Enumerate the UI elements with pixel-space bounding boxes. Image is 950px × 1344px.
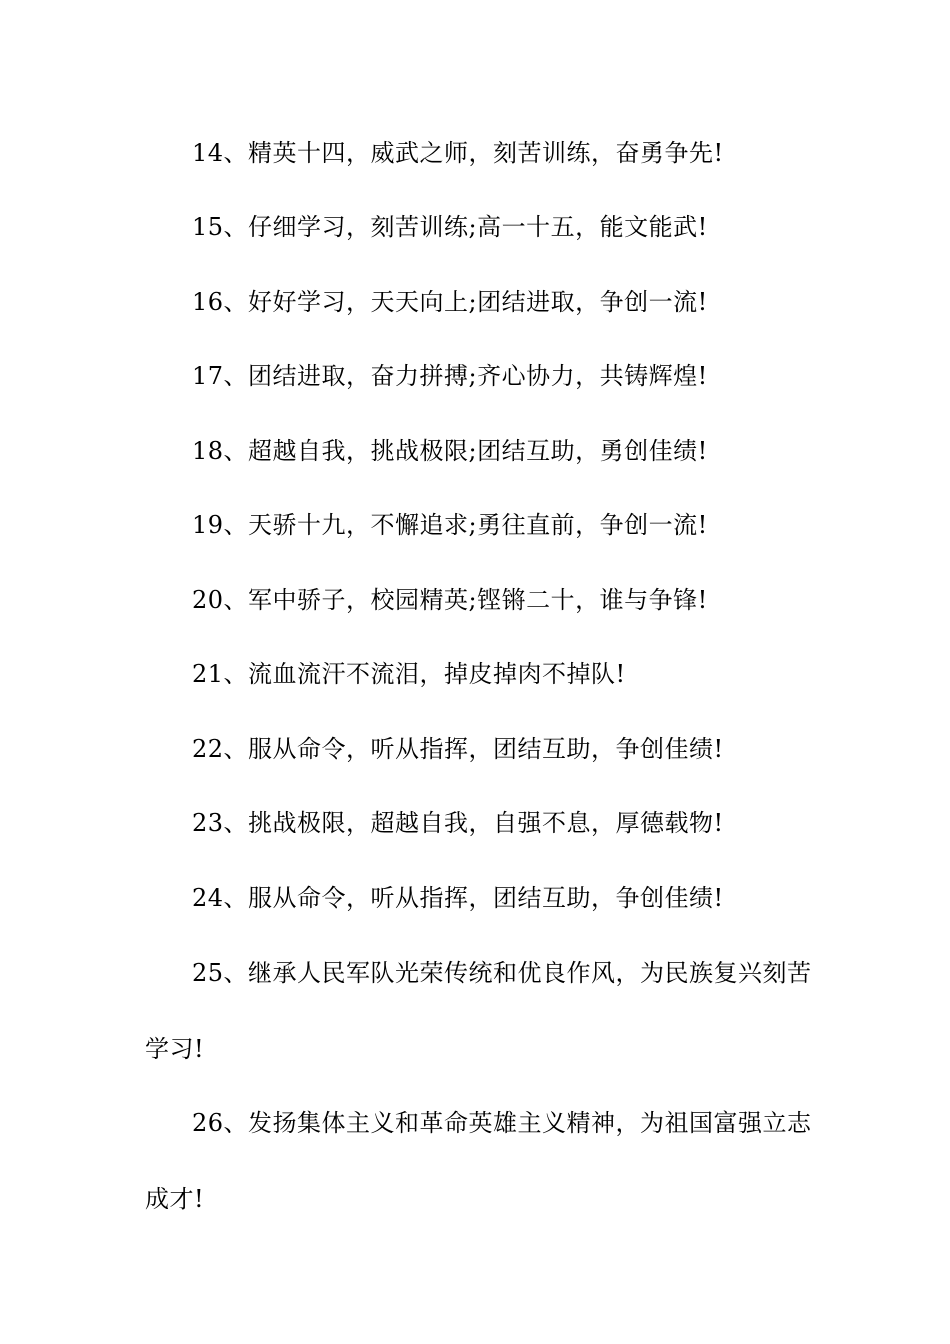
paragraph-26-line-1: 26、发扬集体主义和革命英雄主义精神，为祖国富强立志 [192, 1109, 812, 1137]
paragraph-17: 17、团结进取，奋力拼搏;齐心协力，共铸辉煌! [192, 362, 708, 390]
paragraph-21: 21、流血流汗不流泪，掉皮掉肉不掉队! [192, 660, 626, 688]
paragraph-20: 20、军中骄子，校园精英;铿锵二十，谁与争锋! [192, 586, 708, 614]
paragraph-22: 22、服从命令，听从指挥，团结互助，争创佳绩! [192, 735, 724, 763]
paragraph-24: 24、服从命令，听从指挥，团结互助，争创佳绩! [192, 884, 724, 912]
paragraph-16: 16、好好学习，天天向上;团结进取，争创一流! [192, 288, 708, 316]
paragraph-14: 14、精英十四，威武之师，刻苦训练，奋勇争先! [192, 139, 724, 167]
paragraph-26-line-2: 成才! [145, 1185, 205, 1213]
paragraph-15: 15、仔细学习，刻苦训练;高一十五，能文能武! [192, 213, 708, 241]
paragraph-23: 23、挑战极限，超越自我，自强不息，厚德载物! [192, 809, 724, 837]
paragraph-19: 19、天骄十九，不懈追求;勇往直前，争创一流! [192, 511, 708, 539]
paragraph-18: 18、超越自我，挑战极限;团结互助，勇创佳绩! [192, 437, 708, 465]
paragraph-25-line-2: 学习! [145, 1035, 205, 1063]
paragraph-25-line-1: 25、继承人民军队光荣传统和优良作风，为民族复兴刻苦 [192, 959, 812, 987]
